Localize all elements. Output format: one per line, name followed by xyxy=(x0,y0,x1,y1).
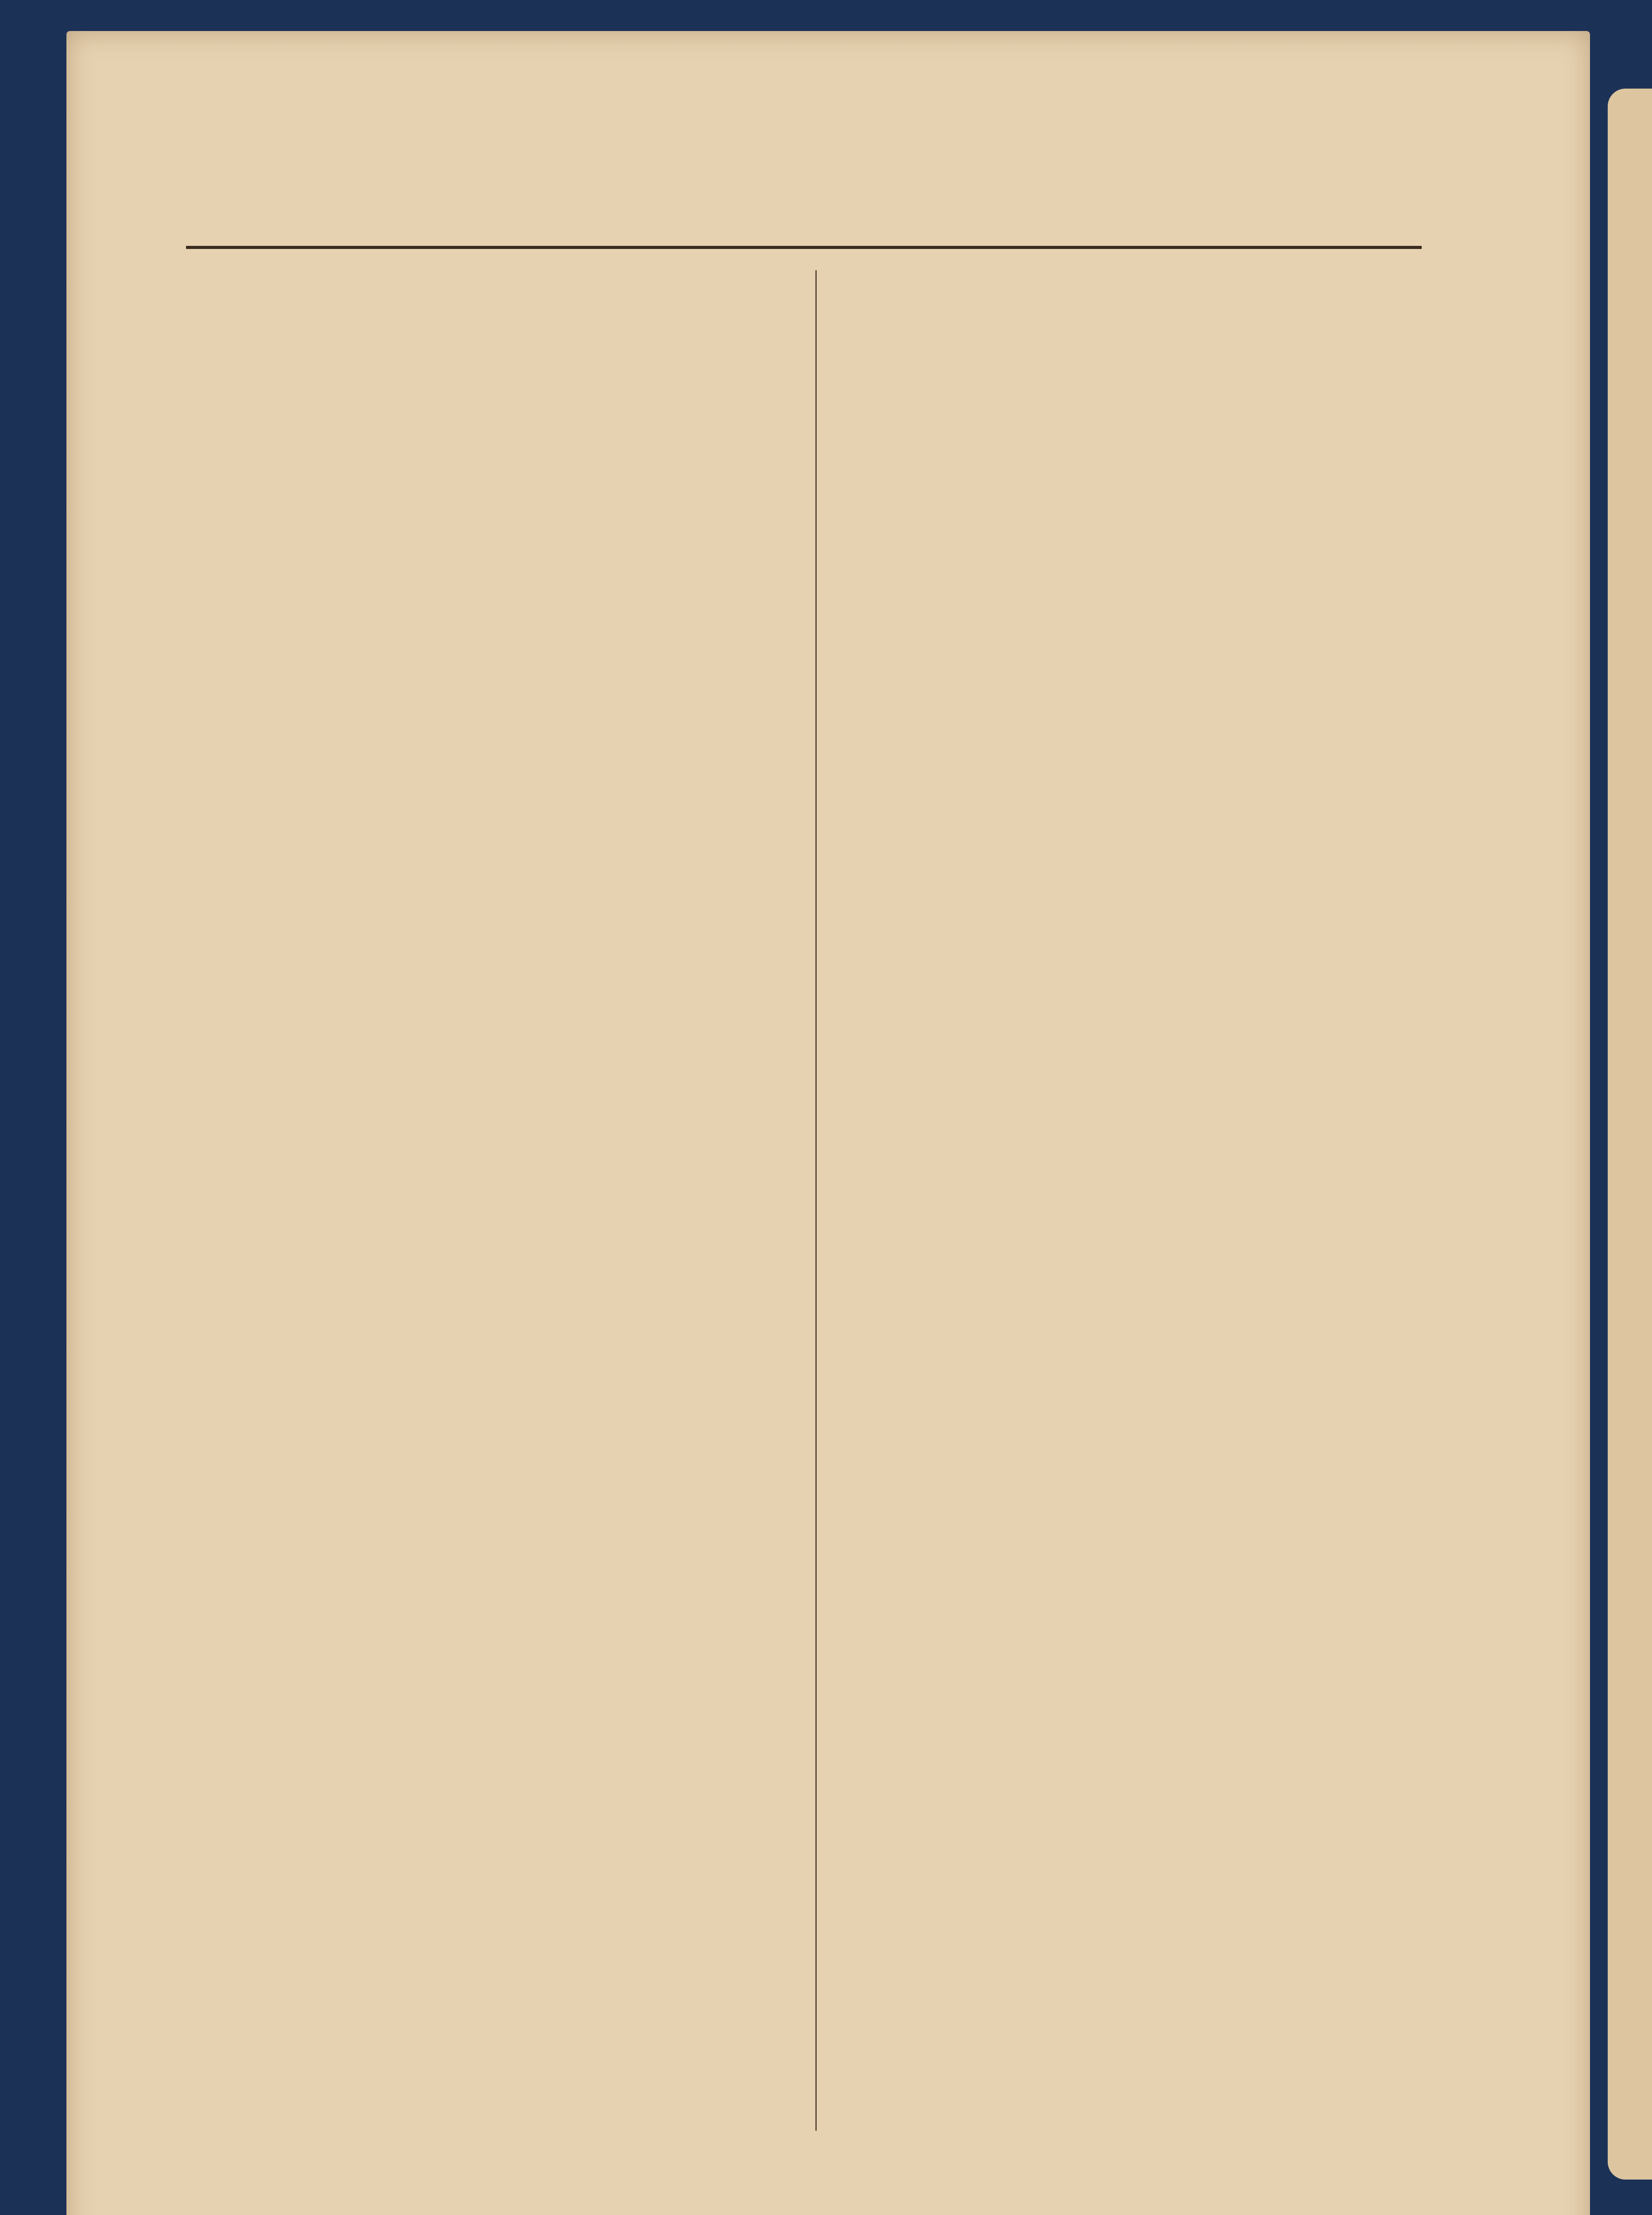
adjacent-page-edge xyxy=(1608,89,1652,2180)
column-rule xyxy=(815,270,817,2131)
left-column xyxy=(190,270,810,2131)
header-rule xyxy=(186,246,1422,249)
page-header xyxy=(115,195,1426,248)
right-column xyxy=(826,270,1446,2113)
